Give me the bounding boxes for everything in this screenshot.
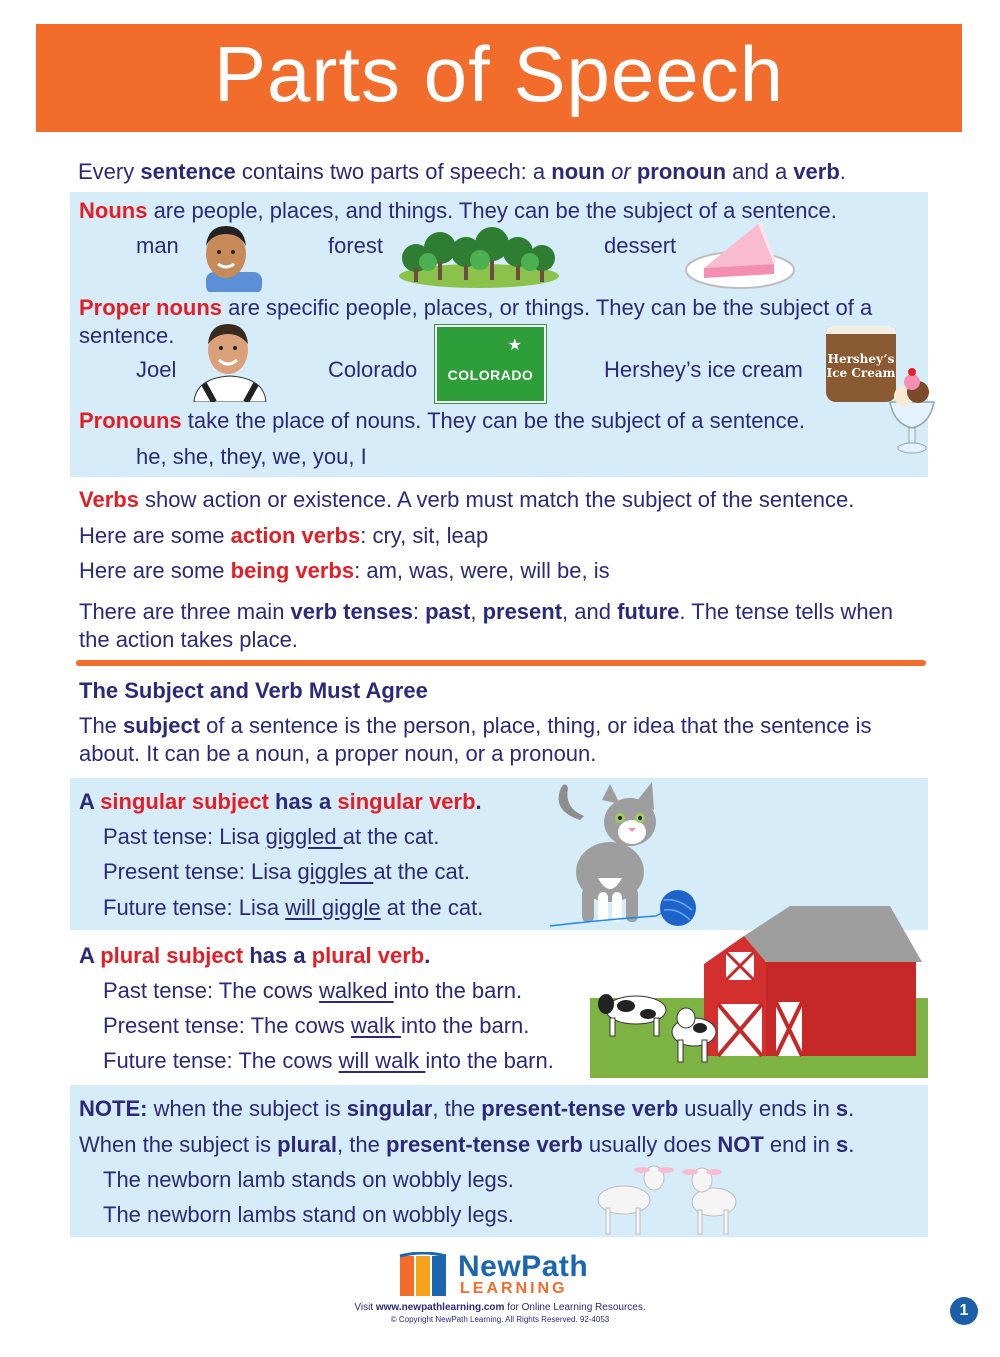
newpath-logo-icon xyxy=(398,1252,456,1298)
action-verbs-line xyxy=(79,522,488,550)
example-text: The cows xyxy=(250,1013,351,1038)
nouns-text: are people, places, and things. They can be the subject of a sentence. xyxy=(147,198,837,223)
tub-label-line2: Ice Cream xyxy=(826,366,896,380)
note-singular-word: singular xyxy=(346,1096,433,1121)
singular-subject-term: singular subject xyxy=(100,789,269,814)
agreement-text: of a sentence is the person, place, thing, or idea that the sentence is about. It can be a noun, a proper noun, or a pronoun. xyxy=(79,713,872,766)
tense-past: past xyxy=(425,599,471,624)
forest-illustration xyxy=(398,222,560,290)
being-verbs-heading: being verbs xyxy=(230,558,355,583)
lamb-1 xyxy=(598,1166,674,1234)
note-text: , the xyxy=(337,1132,386,1157)
rule-text: has a xyxy=(243,943,312,968)
intro-text: Every xyxy=(78,159,141,184)
tense-label: Future tense: xyxy=(103,895,239,920)
tense-label: Future tense: xyxy=(103,1048,239,1073)
note-text: . xyxy=(848,1096,855,1121)
noun-example-dessert: dessert xyxy=(604,233,677,258)
verb-tenses-paragraph xyxy=(79,598,929,654)
example-verb: walk xyxy=(350,1013,401,1038)
tense-text: : xyxy=(412,599,426,624)
note-text: . xyxy=(848,1132,855,1157)
note-s: s xyxy=(835,1132,849,1157)
intro-or-word: or xyxy=(605,159,637,184)
noun-example-man: man xyxy=(136,233,179,258)
tense-text: , and xyxy=(562,599,618,624)
intro-verb-word: verb xyxy=(793,159,840,184)
example-text: Lisa xyxy=(219,824,266,849)
singular-past-example xyxy=(103,823,439,851)
example-verb: giggles xyxy=(297,859,374,884)
colorado-state-illustration xyxy=(435,325,546,403)
note-plural-word: plural xyxy=(277,1132,338,1157)
note-present-tense-verb: present-tense verb xyxy=(481,1096,679,1121)
example-text: into the barn. xyxy=(400,1013,530,1038)
plural-rule xyxy=(79,942,430,970)
verbs-definition xyxy=(79,486,854,514)
plural-subject-term: plural subject xyxy=(100,943,244,968)
verbs-heading: Verbs xyxy=(79,487,139,512)
action-verbs-heading: action verbs xyxy=(230,523,361,548)
tense-label: Past tense: xyxy=(103,824,220,849)
noun-example-forest: forest xyxy=(328,233,384,258)
note-s: s xyxy=(835,1096,849,1121)
visit-text: for Online Learning Resources. xyxy=(504,1302,646,1313)
proper-example-colorado: Colorado xyxy=(328,357,418,382)
tense-text: There are three main xyxy=(79,599,291,624)
dessert-illustration xyxy=(684,220,796,292)
plural-future-example xyxy=(103,1047,554,1075)
website-link[interactable]: www.newpathlearning.com xyxy=(375,1302,505,1313)
pronouns-examples: he, she, they, we, you, I xyxy=(136,444,367,469)
note-not-word: NOT xyxy=(717,1132,764,1157)
title-banner xyxy=(36,24,962,132)
example-text: The cows xyxy=(218,978,320,1003)
example-text: The cows xyxy=(238,1048,339,1073)
barn-illustration xyxy=(590,906,928,1078)
proper-example-joel: Joel xyxy=(136,357,177,382)
example-verb: will walk xyxy=(338,1048,426,1073)
proper-nouns-text: are specific people, places, or things. They can be the subject of a sentence. xyxy=(79,295,873,348)
example-text: Lisa xyxy=(238,895,286,920)
example-text: at the cat. xyxy=(373,859,470,884)
rule-text: A xyxy=(79,943,101,968)
agreement-heading: The Subject and Verb Must Agree xyxy=(79,678,428,703)
rule-text: has a xyxy=(268,789,338,814)
singular-future-example xyxy=(103,894,483,922)
rule-text: . xyxy=(424,943,431,968)
example-text: at the cat. xyxy=(380,895,484,920)
tense-label: Past tense: xyxy=(103,978,219,1003)
copyright-line: © Copyright NewPath Learning. All Rights Reserved. 92-4053 xyxy=(390,1315,610,1324)
nouns-heading: Nouns xyxy=(79,198,148,223)
tense-label: Present tense: xyxy=(103,859,251,884)
tense-label: Present tense: xyxy=(103,1013,251,1038)
agreement-paragraph xyxy=(79,712,929,768)
being-verbs-list: : am, was, were, will be, is xyxy=(354,558,610,583)
proper-nouns-heading: Proper nouns xyxy=(79,295,223,320)
plural-present-example xyxy=(103,1012,529,1040)
intro-text: and a xyxy=(726,159,794,184)
verbs-text: show action or existence. A verb must match the subject of the sentence. xyxy=(138,487,855,512)
note-text: when the subject is xyxy=(147,1096,347,1121)
tense-text: , xyxy=(470,599,483,624)
being-verbs-line xyxy=(79,557,610,585)
pronouns-heading: Pronouns xyxy=(79,408,182,433)
boy-illustration xyxy=(190,318,270,402)
example-verb: walked xyxy=(319,978,394,1003)
note-text: usually ends in xyxy=(678,1096,836,1121)
agreement-text: The xyxy=(79,713,124,738)
example-text: at the cat. xyxy=(342,824,440,849)
intro-noun-word: noun xyxy=(551,159,606,184)
man-illustration xyxy=(196,220,268,292)
tense-future: future xyxy=(617,599,680,624)
plural-verb-term: plural verb xyxy=(311,943,425,968)
note-line-1 xyxy=(79,1095,854,1123)
tub-lid xyxy=(826,326,896,334)
intro-sentence xyxy=(78,158,846,186)
singular-verb-term: singular verb xyxy=(337,789,476,814)
singular-rule xyxy=(79,788,482,816)
example-text: into the barn. xyxy=(393,978,523,1003)
page-title: Parts of Speech xyxy=(214,30,784,118)
note-text: usually does xyxy=(582,1132,718,1157)
brand-subtitle: LEARNING xyxy=(460,1280,568,1297)
brand-name: NewPath xyxy=(458,1250,589,1283)
pronouns-definition xyxy=(79,407,805,435)
proper-example-hersheys: Hershey’s ice cream xyxy=(604,357,803,382)
tense-present: present xyxy=(482,599,563,624)
note-line-2 xyxy=(79,1131,854,1159)
verb-tenses-heading: verb tenses xyxy=(290,599,413,624)
lamb-2 xyxy=(682,1168,736,1234)
intro-text: . xyxy=(839,159,846,184)
note-text: , the xyxy=(432,1096,482,1121)
note-example-plural: The newborn lambs stand on wobbly legs. xyxy=(103,1202,514,1227)
section-divider xyxy=(76,660,926,666)
rule-text: A xyxy=(79,789,101,814)
intro-text: contains two parts of speech: a xyxy=(235,159,552,184)
action-verbs-pre: Here are some xyxy=(79,523,231,548)
note-text: end in xyxy=(763,1132,836,1157)
star-icon: ★ xyxy=(507,337,522,354)
note-text: When the subject is xyxy=(79,1132,278,1157)
plural-past-example xyxy=(103,977,522,1005)
colorado-sign-label: COLORADO xyxy=(447,367,534,383)
tub-label-line1: Hershey’s xyxy=(827,352,895,366)
example-verb: giggled xyxy=(265,824,343,849)
example-text: Lisa xyxy=(250,859,298,884)
tense-text: . The tense tells when the action takes place. xyxy=(79,599,894,652)
intro-pronoun-word: pronoun xyxy=(636,159,727,184)
note-present-tense-verb: present-tense verb xyxy=(385,1132,583,1157)
rule-text: . xyxy=(475,789,482,814)
pronouns-text: take the place of nouns. They can be the subject of a sentence. xyxy=(181,408,806,433)
action-verbs-list: : cry, sit, leap xyxy=(360,523,489,548)
example-verb: will giggle xyxy=(285,895,381,920)
lambs-illustration xyxy=(584,1158,754,1238)
note-label: NOTE: xyxy=(79,1096,148,1121)
singular-present-example xyxy=(103,858,470,886)
visit-line xyxy=(250,1302,750,1313)
example-text: into the barn. xyxy=(425,1048,554,1073)
sundae-illustration xyxy=(886,366,938,456)
intro-sentence-word: sentence xyxy=(140,159,236,184)
visit-text: Visit xyxy=(354,1302,376,1313)
being-verbs-pre: Here are some xyxy=(79,558,231,583)
page-number-badge: 1 xyxy=(950,1297,978,1325)
note-example-singular: The newborn lamb stands on wobbly legs. xyxy=(103,1167,514,1192)
agreement-subject-word: subject xyxy=(123,713,201,738)
